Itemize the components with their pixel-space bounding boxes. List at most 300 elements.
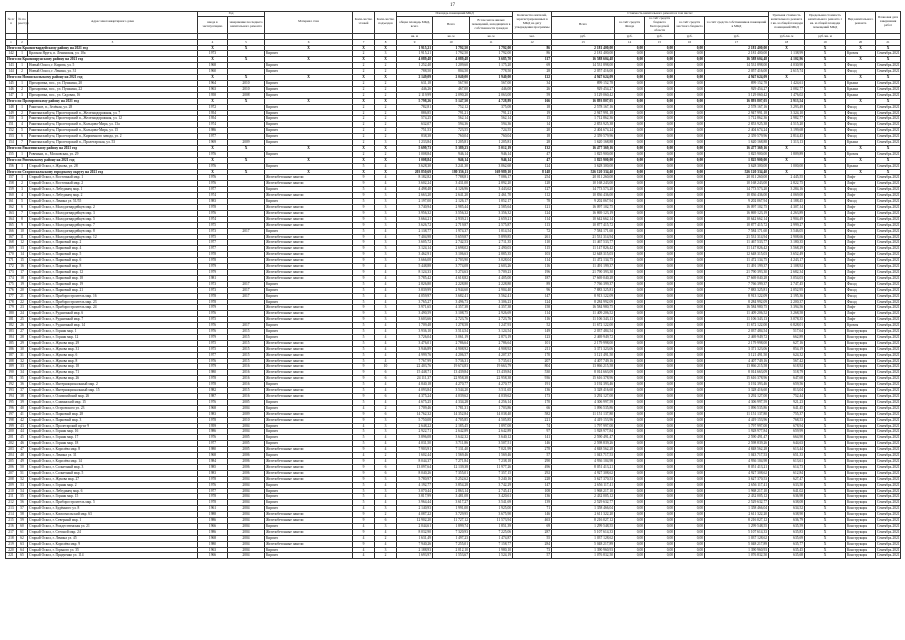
address-cell: Старый Оскол, г. Ленина ул. 45 xyxy=(28,535,198,541)
table-cell: 2 xyxy=(375,453,397,459)
table-cell: 0,00 xyxy=(675,258,705,264)
address-cell: Старый Оскол, г. Горького ул. 35 xyxy=(28,547,198,553)
table-cell: 13 439,84 xyxy=(433,370,470,376)
table-cell: 3 xyxy=(375,193,397,199)
table-cell: 21 531 314,94 xyxy=(552,234,615,240)
table-cell: 2 575,87 xyxy=(470,222,513,228)
table-cell: 4 307,14 xyxy=(769,205,805,211)
table-cell: 4 xyxy=(375,264,397,270)
plan-number: 63 xyxy=(17,541,28,547)
table-cell: 1 299 548,55 xyxy=(552,523,615,529)
table-cell: X xyxy=(805,69,846,75)
table-cell: 0,00 xyxy=(645,358,675,364)
table-cell: 0,00 xyxy=(675,210,705,216)
table-cell: 8 040,26 xyxy=(397,470,433,476)
table-cell: 2 xyxy=(375,405,397,411)
table-cell: 2015 xyxy=(228,352,265,358)
table-cell: 207 xyxy=(513,358,552,364)
table-cell: 0,00 xyxy=(675,447,705,453)
table-cell: 1 709,48 xyxy=(397,323,433,329)
table-cell: 1 008,84 xyxy=(397,157,433,163)
table-cell: Железобетонные панели xyxy=(265,205,353,211)
table-cell: 5 798,26 xyxy=(397,98,433,104)
table-cell: 3 xyxy=(375,305,397,311)
table-cell: 2016 xyxy=(228,364,265,370)
table-cell: 2004 xyxy=(228,476,265,482)
table-cell: 3 xyxy=(375,51,397,57)
table-cell: 2004 xyxy=(228,500,265,506)
address-cell: Прохоровка, пос., ул. Пушкина, 20 xyxy=(28,80,198,86)
table-cell: 2 642,89 xyxy=(470,429,513,435)
table-cell: X xyxy=(805,128,846,134)
table-cell: Фасад xyxy=(846,299,876,305)
table-cell: 4 039,62 xyxy=(470,394,513,400)
subtotal-label: Итого по Краснояружскому району на 2021 год xyxy=(6,57,198,63)
table-cell: 3 xyxy=(375,317,397,323)
table-cell: 0,00 xyxy=(675,352,705,358)
table-cell: 0,00 xyxy=(615,476,645,482)
row-number: 184 xyxy=(6,334,17,340)
table-cell: 0,00 xyxy=(645,470,675,476)
table-cell: X xyxy=(228,57,265,63)
table-cell: 778,50 xyxy=(470,69,513,75)
table-cell: 0,00 xyxy=(675,458,705,464)
table-cell: 3 394,56 xyxy=(769,305,805,311)
table-cell: 1 825 900,00 xyxy=(552,157,615,163)
table-cell: 0,00 xyxy=(675,518,705,524)
table-cell: 4 xyxy=(375,163,397,169)
table-cell: 1959 xyxy=(198,423,228,429)
table-cell: 1978 xyxy=(198,205,228,211)
table-cell: 0,00 xyxy=(645,529,675,535)
row-number: 159 xyxy=(6,187,17,193)
table-cell: Железобетонные панели xyxy=(265,317,353,323)
table-cell: 0,00 xyxy=(645,86,675,92)
table-cell: 1974 xyxy=(198,122,228,128)
table-cell: 17 669 040,28 xyxy=(705,275,769,281)
table-cell: 0,00 xyxy=(615,293,645,299)
table-cell: 2 598 839,26 xyxy=(705,441,769,447)
table-cell: 5 659,87 xyxy=(433,234,470,240)
table-cell: 3 xyxy=(375,252,397,258)
table-cell: X xyxy=(805,441,846,447)
table-cell: 7 766 399,37 xyxy=(705,281,769,287)
address-cell: Старый Оскол, г. Жукова мкр. 26 xyxy=(28,376,198,382)
table-cell: 16 097 102,75 xyxy=(552,205,615,211)
table-cell: 659,99 xyxy=(769,429,805,435)
table-cell: 47 xyxy=(513,151,552,157)
table-cell: Лифт xyxy=(846,240,876,246)
table-cell: 2 904,49 xyxy=(769,216,805,222)
plan-number: 12 xyxy=(17,240,28,246)
table-cell: 9 xyxy=(353,317,375,323)
table-cell: 1 358 466,04 xyxy=(552,506,615,512)
table-cell: 2 747,45 xyxy=(769,281,805,287)
table-cell: X xyxy=(228,145,265,151)
table-cell: Сентябрь 2021 xyxy=(877,423,900,428)
table-cell: Железобетонные панели xyxy=(265,311,353,317)
table-cell: 72 xyxy=(513,228,552,234)
table-cell: 9 202 067,94 xyxy=(552,199,615,205)
table-cell: Кирпич xyxy=(265,151,353,157)
table-cell: 2004 xyxy=(228,423,265,429)
table-cell: Кирпич xyxy=(265,334,353,340)
table-cell: 3 078,35 xyxy=(769,317,805,323)
table-cell: 4 192,77 xyxy=(397,482,433,488)
table-cell: 0,00 xyxy=(645,423,675,429)
table-cell: 3 541,69 xyxy=(470,500,513,506)
table-cell: 562,14 xyxy=(433,116,470,122)
table-cell: 0,00 xyxy=(615,216,645,222)
table-cell: 0,00 xyxy=(615,346,645,352)
subtotal-label: Итого по Ровеньскому району на 2021 год xyxy=(6,157,198,163)
table-cell: 1 474,87 xyxy=(470,535,513,541)
table-cell: Железобетонные панели xyxy=(265,388,353,394)
address-cell: Старый Оскол, г. Парковый мкр. 5 xyxy=(28,252,198,258)
table-cell: Кирпич xyxy=(265,500,353,506)
table-cell: 0,00 xyxy=(645,210,675,216)
table-cell: 3 180,35 xyxy=(769,240,805,246)
table-cell: Конструкция xyxy=(846,405,876,411)
table-cell: 0,00 xyxy=(675,122,705,128)
table-cell: 0,00 xyxy=(615,435,645,441)
table-cell: 1 792,00 xyxy=(470,51,513,57)
table-cell: 0,00 xyxy=(675,506,705,512)
table-cell: 3 640,12 xyxy=(470,435,513,441)
table-cell: 2 786,64 xyxy=(433,340,470,346)
table-cell: Лифт xyxy=(846,305,876,311)
table-cell: X xyxy=(805,45,846,51)
table-cell: 0,00 xyxy=(675,334,705,340)
table-cell: 2 126,17 xyxy=(433,199,470,205)
table-cell: 641,45 xyxy=(769,405,805,411)
table-cell: 755,37 xyxy=(769,411,805,417)
table-cell: 4 039,62 xyxy=(433,394,470,400)
table-cell: Железобетонные панели xyxy=(265,275,353,281)
unit-cell: кв. м xyxy=(433,33,470,39)
table-cell: 627,47 xyxy=(769,476,805,482)
subtotal-label: Итого по Старооскольскому городскому округу на 2021 год xyxy=(6,169,198,175)
table-cell: Лифт xyxy=(846,275,876,281)
table-cell: X xyxy=(805,222,846,228)
table-cell: 1 792,00 xyxy=(470,45,513,51)
plan-number: 61 xyxy=(17,529,28,535)
row-number: 144 xyxy=(6,69,17,75)
table-cell: 0,00 xyxy=(615,500,645,506)
table-cell: 3 xyxy=(375,258,397,264)
row-number: 221 xyxy=(6,553,17,559)
table-cell: Кирпич xyxy=(265,488,353,494)
table-cell: 6 xyxy=(375,370,397,376)
table-cell: 2 590 491,47 xyxy=(552,435,615,441)
table-cell: 0,00 xyxy=(645,163,675,169)
table-cell: 113 xyxy=(513,222,552,228)
address-cell: Старый Оскол, г. Горняк мкр. 16 xyxy=(28,429,198,435)
table-cell: 13 097,64 xyxy=(397,464,433,470)
table-cell: 1966 xyxy=(198,553,228,559)
table-cell: 1 043 717,53 xyxy=(705,453,769,459)
table-cell: 0,00 xyxy=(645,104,675,110)
table-cell: X xyxy=(265,75,353,81)
table-cell: 1 076 832,50 xyxy=(705,553,769,559)
table-cell: 4 069,00 xyxy=(769,193,805,199)
table-cell: 3 xyxy=(375,547,397,553)
table-cell: Кирпич xyxy=(265,140,353,146)
address-cell: Старый Оскол, г. Лебединец мкр. 1 xyxy=(28,187,198,193)
table-cell: 0,00 xyxy=(645,199,675,205)
table-cell: 2 703,90 xyxy=(433,258,470,264)
row-number: 209 xyxy=(6,482,17,488)
table-cell: 0,00 xyxy=(615,169,645,175)
plan-number: 51 xyxy=(17,470,28,476)
table-cell: X xyxy=(805,299,846,305)
address-cell: Старый Оскол, г. Парковый мкр. 6 xyxy=(28,258,198,264)
table-cell: 8 913 122,09 xyxy=(705,293,769,299)
table-cell: 3 xyxy=(375,476,397,482)
row-number: 183 xyxy=(6,329,17,335)
header-area-total: общая площадь МКД, всего xyxy=(397,16,433,33)
table-cell: 2 404 674,24 xyxy=(705,128,769,134)
row-number: 212 xyxy=(6,500,17,506)
table-cell: 158 xyxy=(513,305,552,311)
address-cell: Старый Оскол, г. Прядченко ул. 114 xyxy=(28,553,198,559)
table-cell: Кирпич xyxy=(265,399,353,405)
table-cell: 3 642,32 xyxy=(433,435,470,441)
table-cell: X xyxy=(198,45,228,51)
table-cell: 1 940,00 xyxy=(470,75,513,81)
table-cell: 567,42 xyxy=(769,358,805,364)
row-number: 154 xyxy=(6,140,17,146)
table-cell: 124 xyxy=(513,299,552,305)
table-cell: 1975 xyxy=(198,222,228,228)
table-cell: 2 404 674,24 xyxy=(552,128,615,134)
table-cell: Кирпич xyxy=(265,228,353,234)
table-cell: Кирпич xyxy=(265,163,353,169)
table-cell: 4 407 749,16 xyxy=(705,358,769,364)
table-cell: 191 xyxy=(513,382,552,388)
table-cell: 3 268,58 xyxy=(769,311,805,317)
table-cell: 9 xyxy=(353,205,375,211)
plan-number: 46 xyxy=(17,441,28,447)
table-cell: 0,00 xyxy=(675,80,705,86)
table-cell: Кирпич xyxy=(265,547,353,553)
table-cell: 11 409 206,52 xyxy=(705,311,769,317)
table-cell: 2015 xyxy=(228,334,265,340)
unit-cell: кв. м xyxy=(397,33,433,39)
address-cell: Старый Оскол, г. Королёва мкр. 8 xyxy=(28,447,198,453)
table-cell: 3 xyxy=(375,506,397,512)
table-cell: 633,50 xyxy=(769,482,805,488)
table-cell: 1972 xyxy=(198,104,228,110)
table-cell: 2 985,44 xyxy=(433,205,470,211)
table-cell: 3 431,00 xyxy=(433,181,470,187)
plan-number: 4 xyxy=(17,193,28,199)
table-cell: 2005 xyxy=(228,435,265,441)
table-cell: X xyxy=(876,57,901,63)
table-cell: 2 904,40 xyxy=(470,287,513,293)
address-cell: Старый Оскол, г. Молодогвардейцев мкр. 3 xyxy=(28,210,198,216)
table-cell: Сентябрь 2021 xyxy=(877,470,900,475)
table-cell: 2 xyxy=(353,128,375,134)
table-cell: 0,00 xyxy=(615,75,645,81)
table-cell: 8 216 027,12 xyxy=(705,518,769,524)
table-cell: 8 124,33 xyxy=(397,269,433,275)
table-cell: Сентябрь 2021 xyxy=(877,163,900,168)
table-row xyxy=(6,553,901,559)
plan-number: 26 xyxy=(17,323,28,329)
table-cell: Кирпич xyxy=(265,287,353,293)
table-cell: 6 xyxy=(375,394,397,400)
table-cell: 0,00 xyxy=(675,364,705,370)
table-cell: 2017 xyxy=(228,228,265,234)
header-year-last-repair: завершение последнего капитального ремонта xyxy=(228,16,265,33)
address-cell: Старый Оскол, г. Лебединец мкр. 6 xyxy=(28,488,198,494)
table-cell: 3 328 416,60 xyxy=(552,388,615,394)
table-cell: 574,25 xyxy=(397,116,433,122)
table-cell: 1 476,02 xyxy=(769,92,805,98)
table-cell: 2 037 484,54 xyxy=(552,329,615,335)
table-cell: Крыша xyxy=(846,86,876,92)
table-cell: 3 129 060,42 xyxy=(552,92,615,98)
table-cell: 13 866 215,58 xyxy=(552,364,615,370)
table-cell: 121 xyxy=(513,205,552,211)
table-cell: X xyxy=(805,151,846,157)
table-cell: 752,44 xyxy=(769,394,805,400)
table-cell: 1 209,60 xyxy=(433,63,470,69)
table-cell: 0,00 xyxy=(675,222,705,228)
table-cell: 1984 xyxy=(198,458,228,464)
table-cell: 11 573,94 xyxy=(470,518,513,524)
address-cell: Старый Оскол, г. Королёва мкр. 9 xyxy=(28,541,198,547)
table-cell: X xyxy=(805,346,846,352)
table-cell: 1 553,67 xyxy=(433,553,470,559)
table-cell: 2005 xyxy=(228,447,265,453)
table-cell: 3 896,08 xyxy=(397,435,433,441)
table-cell: 10 642 662,14 xyxy=(705,216,769,222)
table-cell: 2015 xyxy=(228,388,265,394)
row-number: 195 xyxy=(6,399,17,405)
table-cell: Крыша xyxy=(846,163,876,169)
table-cell: 0,00 xyxy=(645,169,675,175)
table-cell: X xyxy=(805,518,846,524)
table-cell: 1 712 862,36 xyxy=(552,116,615,122)
table-cell: 4 188,45 xyxy=(769,199,805,205)
table-cell: Кирпич xyxy=(265,523,353,529)
column-number-cell: 20 xyxy=(846,39,876,45)
table-cell: 2 745,41 xyxy=(470,488,513,494)
table-cell: 2 xyxy=(353,140,375,146)
table-cell: Конструкция xyxy=(846,441,876,447)
table-cell: 1980 xyxy=(198,541,228,547)
table-cell: X xyxy=(876,145,901,151)
table-cell: 2010 xyxy=(228,80,265,86)
table-cell: 10 168 243,00 xyxy=(552,181,615,187)
address-cell: Старый Оскол, г. Пролетарский пр-кт 9 xyxy=(28,423,198,429)
table-cell: 4 927 308,62 xyxy=(705,470,769,476)
column-number-cell: 6 xyxy=(265,39,353,45)
row-number: 160 xyxy=(6,193,17,199)
table-cell: 664,90 xyxy=(769,435,805,441)
table-cell: 2 939,21 xyxy=(433,216,470,222)
table-cell: 0,00 xyxy=(675,388,705,394)
table-cell: 9 xyxy=(353,541,375,547)
table-cell: 5 xyxy=(353,281,375,287)
table-cell: 8 284 992,09 xyxy=(705,299,769,305)
table-cell: Сентябрь 2021 xyxy=(877,252,900,257)
table-cell: 22 403,76 xyxy=(397,364,433,370)
table-cell: 9 xyxy=(353,240,375,246)
table-cell: 4 xyxy=(375,269,397,275)
table-cell: Кровля xyxy=(846,51,876,57)
table-cell: 2015 xyxy=(228,329,265,335)
table-cell: Железобетонные панели xyxy=(265,210,353,216)
table-cell: 0,00 xyxy=(645,512,675,518)
table-cell: Сентябрь 2021 xyxy=(877,199,900,204)
table-cell: 0,00 xyxy=(615,352,645,358)
table-cell: 4 334,28 xyxy=(433,399,470,405)
row-number: 177 xyxy=(6,293,17,299)
table-cell: 1 175,20 xyxy=(470,63,513,69)
table-cell: 1 247,93 xyxy=(470,323,513,329)
table-cell: 146 xyxy=(513,512,552,518)
table-cell: 0,00 xyxy=(645,246,675,252)
table-cell: Железобетонные панели xyxy=(265,394,353,400)
table-cell: 0,00 xyxy=(675,75,705,81)
table-cell: 0,00 xyxy=(645,435,675,441)
table-cell: 446,00 xyxy=(470,86,513,92)
table-cell: 0,00 xyxy=(675,541,705,547)
table-cell: 0,00 xyxy=(615,210,645,216)
table-cell: 114 xyxy=(513,258,552,264)
address-cell: Старый Оскол, г. Парковый мкр. 2 xyxy=(28,240,198,246)
table-cell: Сентябрь 2021 xyxy=(877,364,900,369)
table-cell: 0,00 xyxy=(615,441,645,447)
table-cell: Фасад xyxy=(846,281,876,287)
address-cell: Старый Оскол, г. Парковый мкр. 4 xyxy=(28,246,198,252)
table-cell: 0,00 xyxy=(645,45,675,51)
table-cell: 4 728,89 xyxy=(470,98,513,104)
table-cell: 8 051 413,21 xyxy=(552,464,615,470)
table-cell: Железобетонные панели xyxy=(265,193,353,199)
subtotal-label: Итого по Красногвардейскому району на 2021 год xyxy=(6,45,198,51)
table-cell: 0,00 xyxy=(615,429,645,435)
table-cell: 2 663,20 xyxy=(397,193,433,199)
table-cell: 2 012,10 xyxy=(433,547,470,553)
table-cell: 0,00 xyxy=(675,500,705,506)
table-cell: X xyxy=(805,523,846,529)
table-cell: 0,00 xyxy=(675,305,705,311)
table-cell: 0,00 xyxy=(675,69,705,75)
table-cell: 8 051 413,21 xyxy=(705,464,769,470)
table-cell: 0,00 xyxy=(675,535,705,541)
table-cell: Кирпич xyxy=(265,51,353,57)
table-cell: Фасад xyxy=(846,134,876,140)
table-cell: Сентябрь 2021 xyxy=(877,69,900,74)
table-cell: 0,00 xyxy=(615,234,645,240)
table-cell: Конструкция xyxy=(846,482,876,488)
address-cell: Старый Оскол, г. Молодогвардейцев мкр. 12 xyxy=(28,234,198,240)
table-cell: 9 xyxy=(353,512,375,518)
table-cell: 2004 xyxy=(228,535,265,541)
table-cell: 0,00 xyxy=(645,216,675,222)
table-cell: 0,00 xyxy=(675,199,705,205)
table-cell: Конструкция xyxy=(846,399,876,405)
table-cell: 1963 xyxy=(198,86,228,92)
table-cell: 7 255,01 xyxy=(433,541,470,547)
table-cell: 2 723,76 xyxy=(470,317,513,323)
table-cell: Железобетонные панели xyxy=(265,376,353,382)
table-cell: Сентябрь 2021 xyxy=(877,187,900,192)
